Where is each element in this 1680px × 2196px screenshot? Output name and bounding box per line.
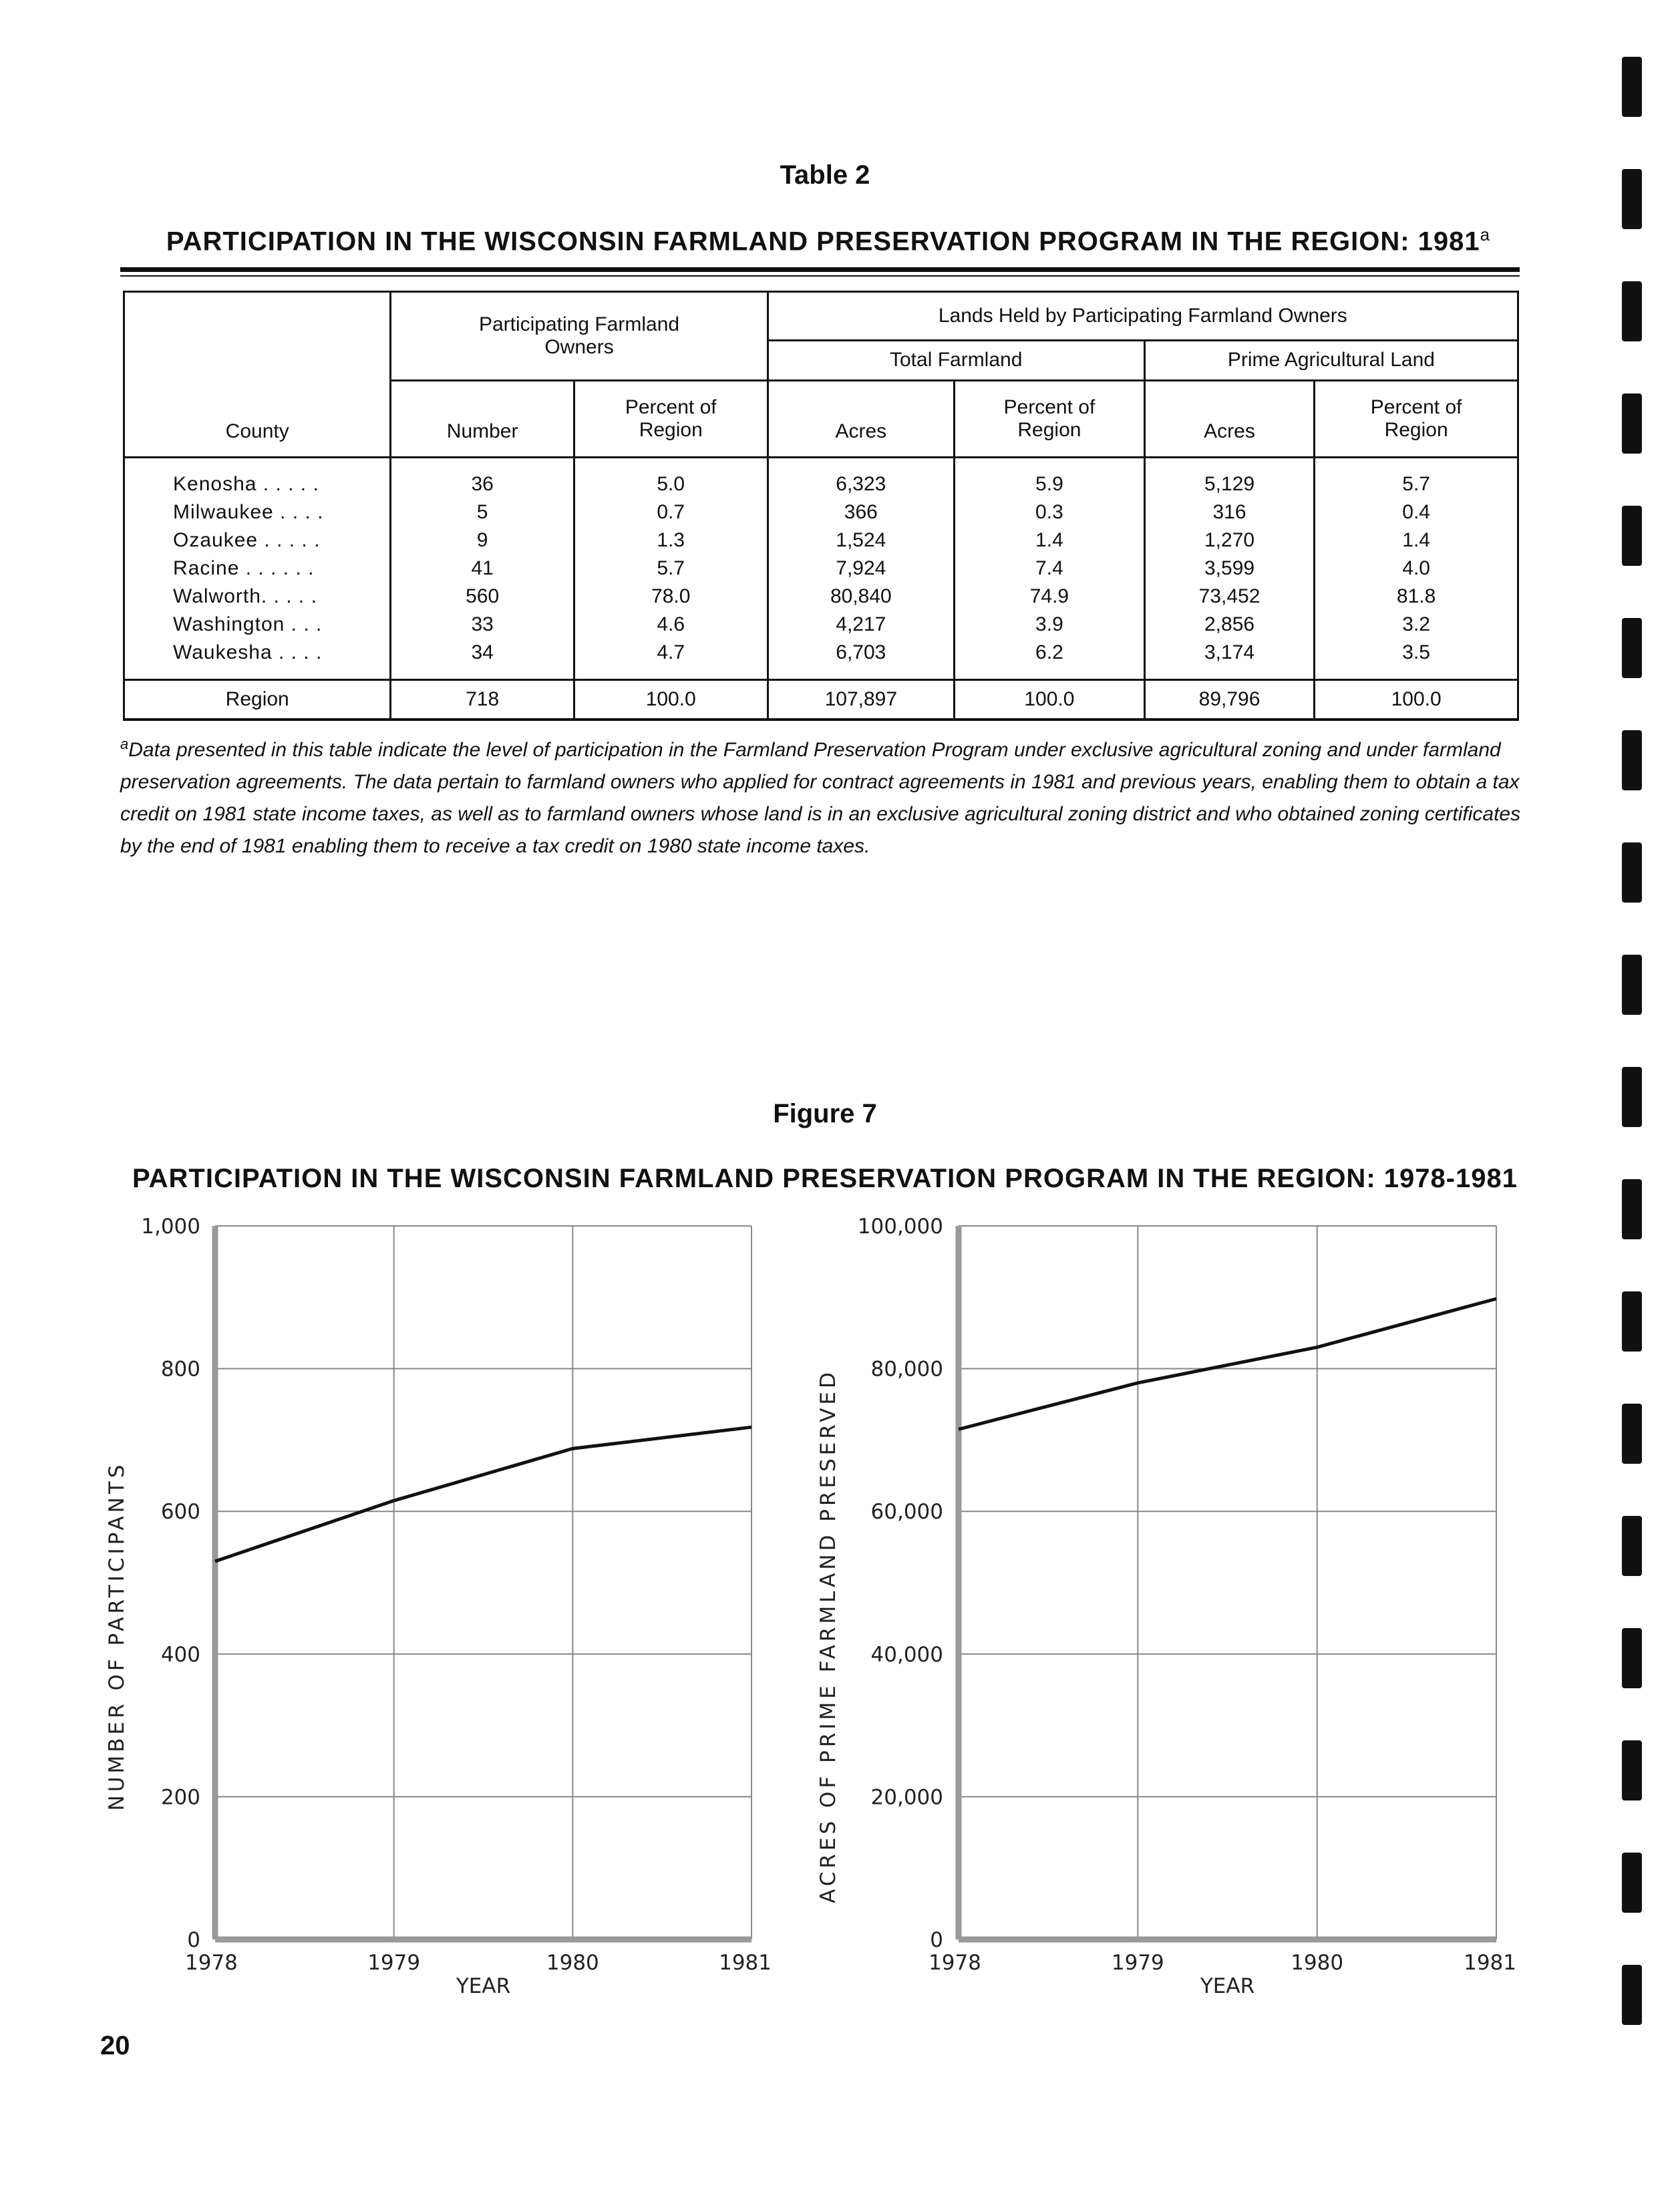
- total-acres-pct: 100.0: [955, 680, 1145, 720]
- binding-hole: [1622, 1179, 1642, 1239]
- cell-acres: 80,840: [768, 583, 954, 611]
- binding-hole: [1622, 730, 1642, 790]
- y-tick-label: 20,000: [870, 1785, 943, 1810]
- cell-pct: 0.7: [574, 498, 768, 526]
- y-axis-title: ACRES OF PRIME FARMLAND PRESERVED: [816, 1369, 840, 1903]
- table-row: [124, 458, 1518, 499]
- cell-prime: 3,174: [1144, 639, 1314, 680]
- cell-number: 9: [391, 526, 574, 555]
- table-row: [124, 583, 1518, 611]
- binding-hole: [1622, 955, 1642, 1015]
- binding-hole: [1622, 281, 1642, 341]
- cell-number: 33: [391, 611, 574, 639]
- header-acres: Acres: [768, 381, 954, 458]
- cell-acres-pct: 7.4: [955, 555, 1145, 583]
- header-participating-owners: Participating Farmland Owners: [391, 292, 768, 381]
- y-axis-title: NUMBER OF PARTICIPANTS: [105, 1461, 129, 1811]
- y-tick-label: 800: [160, 1357, 200, 1382]
- header-prime-land: Prime Agricultural Land: [1144, 340, 1518, 380]
- cell-acres: 4,217: [768, 611, 954, 639]
- cell-prime-pct: 3.2: [1315, 611, 1518, 639]
- cell-number: 5: [391, 498, 574, 526]
- header-total-farmland: Total Farmland: [768, 340, 1144, 380]
- cell-prime: 1,270: [1144, 526, 1314, 555]
- cell-prime: 316: [1144, 498, 1314, 526]
- total-county: Region: [124, 680, 391, 720]
- y-tick-label: 0: [187, 1928, 200, 1952]
- figure-label: Figure 7: [773, 1099, 877, 1128]
- table-footnote: [120, 728, 1523, 862]
- table-total-row: [124, 680, 1518, 720]
- x-tick-label: 1978: [185, 1951, 238, 1975]
- cell-acres: 1,524: [768, 526, 954, 555]
- binding-hole: [1622, 506, 1642, 566]
- cell-number: 36: [391, 458, 574, 499]
- header-prime-acres: Acres: [1144, 381, 1314, 458]
- cell-pct: 4.6: [574, 611, 768, 639]
- table-label: Table 2: [780, 160, 870, 190]
- binding-hole: [1622, 1516, 1642, 1576]
- cell-acres: 6,323: [768, 458, 954, 499]
- cell-acres: 7,924: [768, 555, 954, 583]
- header-number: Number: [391, 381, 574, 458]
- cell-prime: 3,599: [1144, 555, 1314, 583]
- cell-prime-pct: 3.5: [1315, 639, 1518, 680]
- y-tick-label: 1,000: [141, 1215, 200, 1239]
- total-prime-pct: 100.0: [1315, 680, 1518, 720]
- table-title-footnote-marker: a: [1480, 224, 1491, 245]
- cell-acres-pct: 5.9: [955, 458, 1145, 499]
- binding-hole: [1622, 394, 1642, 454]
- total-pct: 100.0: [574, 680, 768, 720]
- binding-hole: [1622, 57, 1642, 117]
- participation-table: [123, 291, 1519, 721]
- y-tick-label: 400: [160, 1642, 200, 1667]
- header-percent-region: Percent of Region: [574, 381, 768, 458]
- header-county: County: [124, 292, 391, 458]
- title-rule-thick: [120, 267, 1520, 272]
- y-tick-label: 100,000: [857, 1215, 943, 1239]
- cell-county: Waukesha . . . .: [124, 639, 391, 680]
- table-body: [124, 458, 1518, 680]
- cell-prime-pct: 0.4: [1315, 498, 1518, 526]
- table-row: [124, 639, 1518, 680]
- cell-county: Racine . . . . . .: [124, 555, 391, 583]
- binding-hole: [1622, 169, 1642, 229]
- cell-county: Kenosha . . . . .: [124, 458, 391, 499]
- cell-acres-pct: 3.9: [955, 611, 1145, 639]
- table-title: [120, 224, 1536, 257]
- series-line: [215, 1427, 751, 1561]
- binding-hole: [1622, 1067, 1642, 1127]
- x-axis-title: YEAR: [456, 1974, 511, 1998]
- cell-prime: 5,129: [1144, 458, 1314, 499]
- cell-county: Washington . . .: [124, 611, 391, 639]
- cell-prime: 73,452: [1144, 583, 1314, 611]
- cell-county: Walworth. . . . .: [124, 583, 391, 611]
- cell-acres-pct: 6.2: [955, 639, 1145, 680]
- cell-number: 34: [391, 639, 574, 680]
- binding-hole: [1622, 1740, 1642, 1800]
- x-tick-label: 1978: [929, 1951, 981, 1975]
- footnote-text: Data presented in this table indicate the level of participation in the Farmland Preservation Program under exclusive agricultural zoning and under farmland preservation agreements. The data pertain to farmland owners who applied for contract agreements in 1981 and previous years, enabling them to obtain a tax credit on 1981 state income taxes, as well as to farmland owners whose land is in an exclusive agricultural zoning district and who obtained zoning certificates by the end of 1981 enabling them to receive a tax credit on 1980 state income taxes.: [120, 739, 1521, 857]
- cell-prime-pct: 5.7: [1315, 458, 1518, 499]
- cell-county: Milwaukee . . . .: [124, 498, 391, 526]
- x-tick-label: 1981: [719, 1951, 772, 1975]
- cell-number: 560: [391, 583, 574, 611]
- header-acres-percent: Percent of Region: [955, 381, 1145, 458]
- footnote-marker: a: [120, 736, 129, 752]
- cell-acres: 366: [768, 498, 954, 526]
- y-tick-label: 80,000: [870, 1357, 943, 1382]
- header-lands-held: Lands Held by Participating Farmland Owners: [768, 292, 1518, 341]
- x-tick-label: 1981: [1464, 1951, 1516, 1975]
- y-tick-label: 0: [930, 1928, 943, 1952]
- binding-hole: [1622, 618, 1642, 678]
- cell-prime: 2,856: [1144, 611, 1314, 639]
- x-tick-label: 1980: [1291, 1951, 1344, 1975]
- cell-pct: 1.3: [574, 526, 768, 555]
- cell-acres-pct: 74.9: [955, 583, 1145, 611]
- cell-pct: 5.0: [574, 458, 768, 499]
- table-row: [124, 611, 1518, 639]
- binding-hole: [1622, 1965, 1642, 2025]
- cell-number: 41: [391, 555, 574, 583]
- x-tick-label: 1980: [546, 1951, 599, 1975]
- cell-pct: 4.7: [574, 639, 768, 680]
- table-title-text: PARTICIPATION IN THE WISCONSIN FARMLAND PRESERVATION PROGRAM IN THE REGION: 1981: [166, 226, 1480, 257]
- cell-acres-pct: 0.3: [955, 498, 1145, 526]
- figure-charts: [0, 1203, 1603, 2024]
- cell-prime-pct: 4.0: [1315, 555, 1518, 583]
- cell-prime-pct: 81.8: [1315, 583, 1518, 611]
- chart-prime-acres: [816, 1215, 1516, 1998]
- cell-prime-pct: 1.4: [1315, 526, 1518, 555]
- figure-title: PARTICIPATION IN THE WISCONSIN FARMLAND PRESERVATION PROGRAM IN THE REGION: 1978-1981: [132, 1164, 1518, 1193]
- table-row: [124, 555, 1518, 583]
- binding-hole: [1622, 1291, 1642, 1352]
- cell-acres-pct: 1.4: [955, 526, 1145, 555]
- page-number: 20: [100, 2031, 130, 2060]
- total-prime: 89,796: [1144, 680, 1314, 720]
- binding-hole: [1622, 842, 1642, 903]
- header-prime-percent: Percent of Region: [1315, 381, 1518, 458]
- table-row: [124, 526, 1518, 555]
- x-tick-label: 1979: [367, 1951, 421, 1975]
- binding-hole: [1622, 1853, 1642, 1913]
- total-number: 718: [391, 680, 574, 720]
- cell-county: Ozaukee . . . . .: [124, 526, 391, 555]
- binding-hole: [1622, 1628, 1642, 1688]
- y-tick-label: 200: [160, 1785, 200, 1810]
- cell-acres: 6,703: [768, 639, 954, 680]
- y-tick-label: 40,000: [870, 1642, 943, 1667]
- y-tick-label: 60,000: [870, 1500, 943, 1525]
- y-tick-label: 600: [160, 1500, 200, 1525]
- table-row: [124, 498, 1518, 526]
- total-acres: 107,897: [768, 680, 954, 720]
- x-axis-title: YEAR: [1200, 1974, 1255, 1998]
- cell-pct: 5.7: [574, 555, 768, 583]
- binding-hole: [1622, 1404, 1642, 1464]
- title-rule-thin: [120, 275, 1520, 277]
- cell-pct: 78.0: [574, 583, 768, 611]
- x-tick-label: 1979: [1111, 1951, 1164, 1975]
- series-line: [959, 1299, 1496, 1429]
- chart-participants: [105, 1215, 772, 1998]
